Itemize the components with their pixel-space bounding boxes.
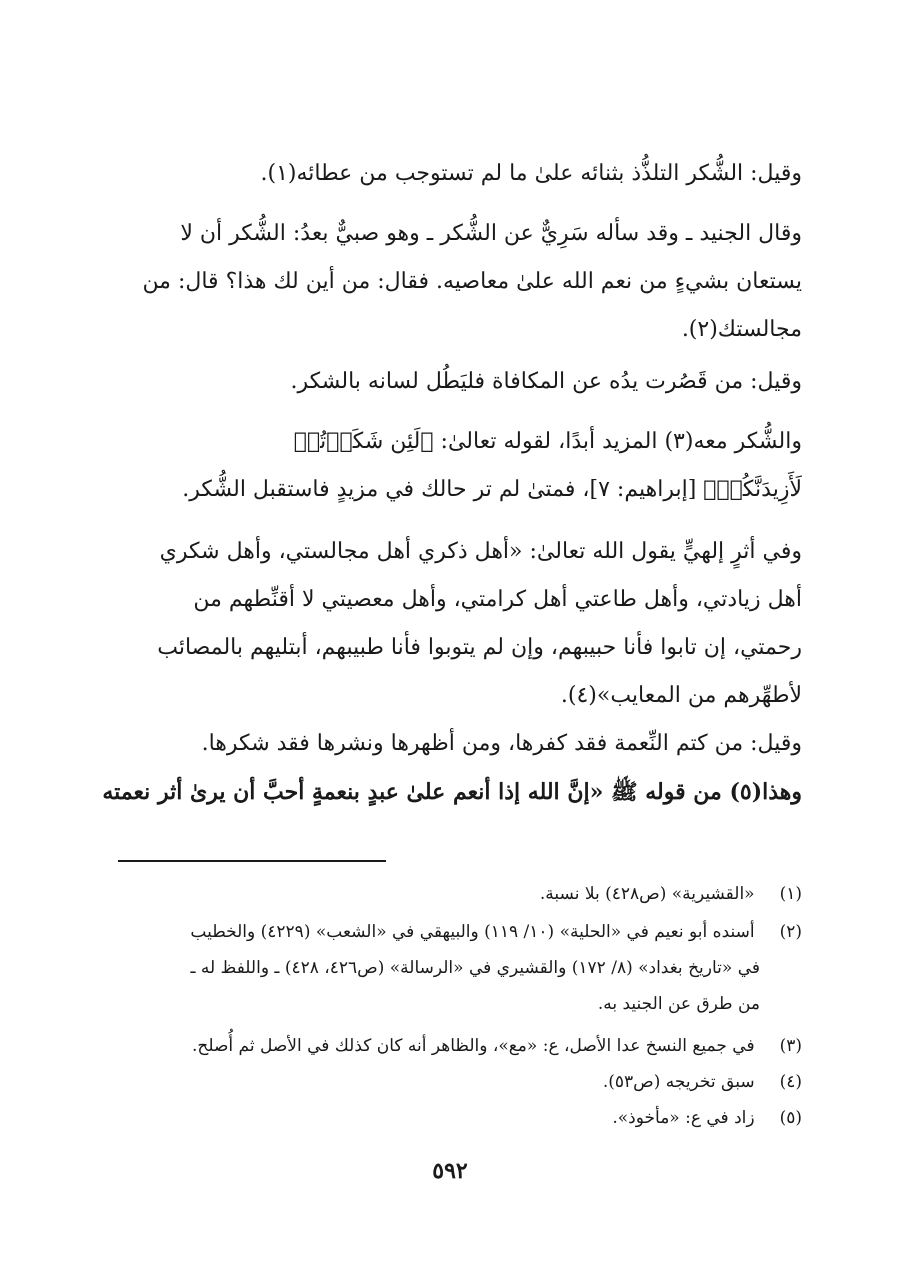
text-line: رحمتي، إن تابوا فأنا حبيبهم، وإن لم يتوبوا فأنا طبيبهم، أبتليهم بالمصائب: [157, 635, 802, 660]
text-line: يستعان بشيءٍ من نعم الله علىٰ معاصيه. فقال: من أين لك هذا؟ قال: من: [142, 269, 802, 294]
hadith-line: وهذا(٥) من قوله ﷺ «إنَّ الله إذا أنعم علىٰ عبدٍ بنعمةٍ أحبَّ أن يرىٰ أثر نعمته: [102, 779, 802, 805]
footnote-divider: [118, 860, 386, 862]
paragraph-1: [96, 150, 802, 198]
footnote-number: (١): [779, 884, 802, 904]
footnote-text: في «تاريخ بغداد» (٨/ ١٧٢) والقشيري في «الرسالة» (ص٤٢٦، ٤٢٨) ـ واللفظ له ـ: [190, 958, 760, 978]
footnote-text: سبق تخريجه (ص٥٣).: [602, 1072, 755, 1092]
footnote-5: [96, 1100, 802, 1136]
text-line: وقال الجنيد ـ وقد سأله سَرِيٌّ عن الشُّكر ـ وهو صبيٌّ بعدُ: الشُّكر أن لا: [180, 221, 802, 246]
footnote-text: في جميع النسخ عدا الأصل، ع: «مع»، والظاهر أنه كان كذلك في الأصل ثم أُصلح.: [191, 1036, 755, 1056]
footnote-text: «القشيرية» (ص٤٢٨) بلا نسبة.: [539, 884, 755, 904]
footnote-number: (٢): [779, 922, 802, 942]
footnote-1: [96, 876, 802, 912]
paragraph-4: [96, 418, 802, 514]
footnote-4: [96, 1064, 802, 1100]
footnote-text: زاد في ع: «مأخوذ».: [612, 1108, 755, 1128]
footnote-text: من طرق عن الجنيد به.: [597, 994, 760, 1014]
text-line: مجالستك(٢).: [681, 317, 802, 342]
footnote-text: أسنده أبو نعيم في «الحلية» (١٠/ ١١٩) والبيهقي في «الشعب» (٤٢٢٩) والخطيب: [190, 922, 755, 942]
footnote-number: (٥): [779, 1108, 802, 1128]
footnote-2: [96, 914, 802, 1022]
text-line: وقيل: من كتم النِّعمة فقد كفرها، ومن أظهرها ونشرها فقد شكرها.: [201, 731, 802, 756]
text-line: والشُّكر معه(٣) المزيد أبدًا، لقوله تعالىٰ: ﴿لَئِن شَكَرۡتُمۡ: [293, 429, 802, 454]
text-line: وقيل: من قَصُرت يدُه عن المكافاة فليَطُل لسانه بالشكر.: [290, 369, 802, 394]
text-line: لأطهِّرهم من المعايب»(٤).: [560, 683, 802, 708]
text-line: أهل زيادتي، وأهل طاعتي أهل كرامتي، وأهل معصيتي لا أقنِّطهم من: [193, 587, 802, 612]
footnote-number: (٣): [779, 1036, 802, 1056]
paragraph-5: [96, 528, 802, 720]
paragraph-6: [96, 720, 802, 816]
page-number: ٥٩٢: [432, 1158, 468, 1184]
footnote-number: (٤): [779, 1072, 802, 1092]
paragraph-3: [96, 358, 802, 406]
paragraph-2: [96, 210, 802, 354]
footnote-3: [96, 1028, 802, 1064]
text-line: وفي أثرٍ إلهيٍّ يقول الله تعالىٰ: «أهل ذكري أهل مجالستي، وأهل شكري: [159, 539, 802, 564]
text-line: لَأَزِيدَنَّكُمۡ﴾ [إبراهيم: ٧]، فمتىٰ لم تر حالك في مزيدٍ فاستقبل الشُّكر.: [182, 477, 802, 502]
text-line: وقيل: الشُّكر التلذُّذ بثنائه علىٰ ما لم تستوجب من عطائه(١).: [260, 161, 802, 186]
